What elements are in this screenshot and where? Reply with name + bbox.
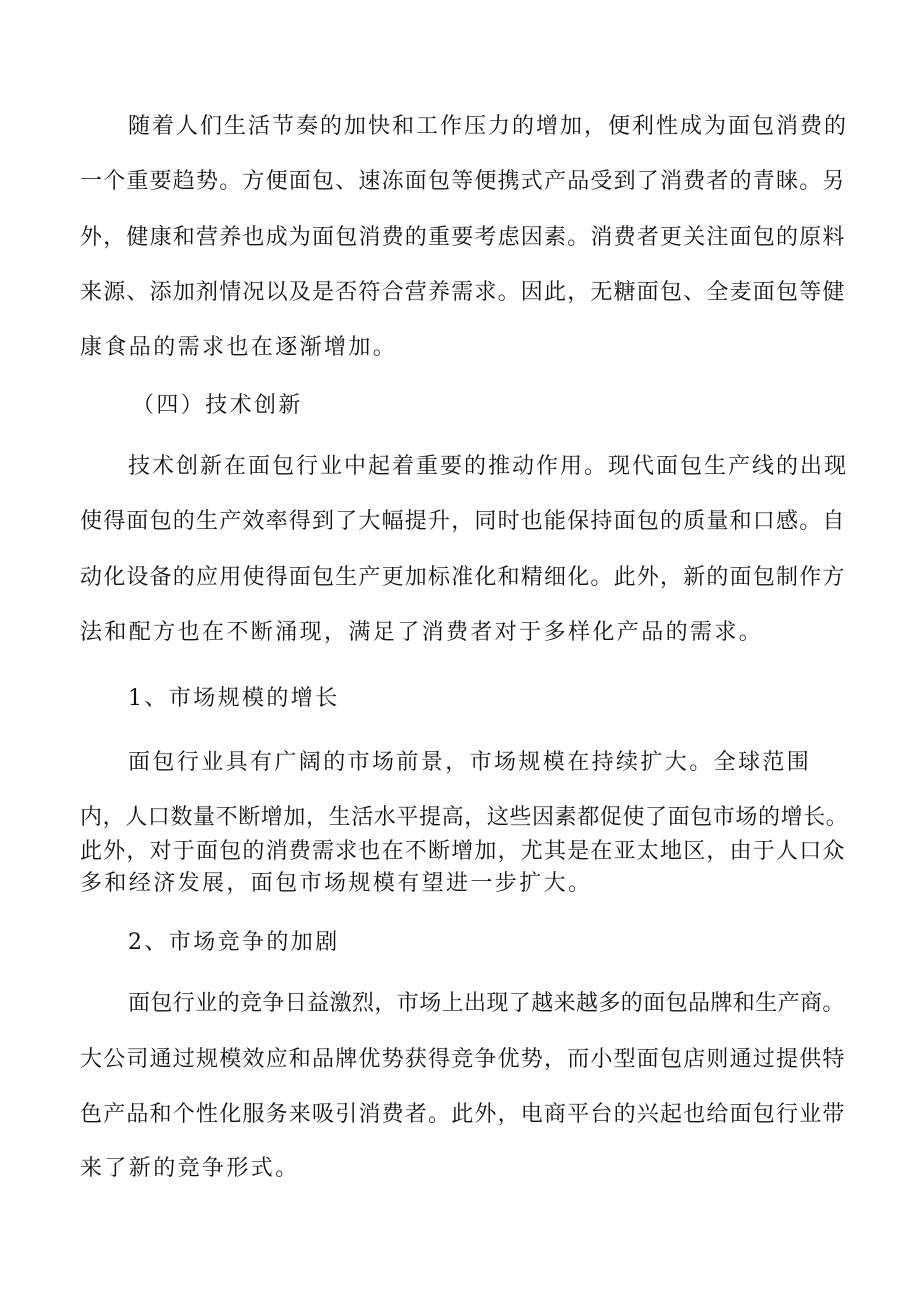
paragraph-line: 面包行业具有广阔的市场前景，市场规模在持续扩大。全球范围 bbox=[128, 750, 812, 775]
paragraph-line: 来源、添加剂情况以及是否符合营养需求。因此，无糖面包、全麦面包等健 bbox=[80, 280, 846, 305]
paragraph-line: 色产品和个性化服务来吸引消费者。此外，电商平台的兴起也给面包行业带 bbox=[80, 1102, 846, 1127]
paragraph-line: 动化设备的应用使得面包生产更加标准化和精细化。此外，新的面包制作方 bbox=[80, 565, 846, 590]
paragraph-line: 多和经济发展，面包市场规模有望进一步扩大。 bbox=[80, 871, 593, 896]
paragraph-line: 使得面包的生产效率得到了大幅提升，同时也能保持面包的质量和口感。自 bbox=[80, 509, 846, 534]
paragraph-line: 大公司通过规模效应和品牌优势获得竞争优势，而小型面包店则通过提供特 bbox=[80, 1047, 846, 1072]
section-heading: （四）技术创新 bbox=[132, 393, 303, 418]
paragraph-line: 来了新的竞争形式。 bbox=[80, 1156, 300, 1181]
section-heading: 2、市场竞争的加剧 bbox=[128, 930, 340, 955]
paragraph-line: 技术创新在面包行业中起着重要的推动作用。现代面包生产线的出现 bbox=[128, 454, 849, 479]
paragraph-line: 一个重要趋势。方便面包、速冻面包等便携式产品受到了消费者的青睐。另 bbox=[80, 169, 846, 194]
section-heading: 1、市场规模的增长 bbox=[128, 686, 340, 711]
paragraph-line: 此外，对于面包的消费需求也在不断增加，尤其是在亚太地区，由于人口众 bbox=[80, 839, 846, 864]
paragraph-line: 法和配方也在不断涌现，满足了消费者对于多样化产品的需求。 bbox=[80, 620, 764, 645]
paragraph-line: 随着人们生活节奏的加快和工作压力的增加，便利性成为面包消费的 bbox=[128, 114, 849, 139]
paragraph-line: 外，健康和营养也成为面包消费的重要考虑因素。消费者更关注面包的原料 bbox=[80, 225, 846, 250]
paragraph-line: 内，人口数量不断增加，生活水平提高，这些因素都促使了面包市场的增长。 bbox=[80, 805, 849, 830]
paragraph-line: 面包行业的竞争日益激烈，市场上出现了越来越多的面包品牌和生产商。 bbox=[128, 991, 845, 1016]
paragraph-line: 康食品的需求也在逐渐增加。 bbox=[80, 335, 398, 360]
